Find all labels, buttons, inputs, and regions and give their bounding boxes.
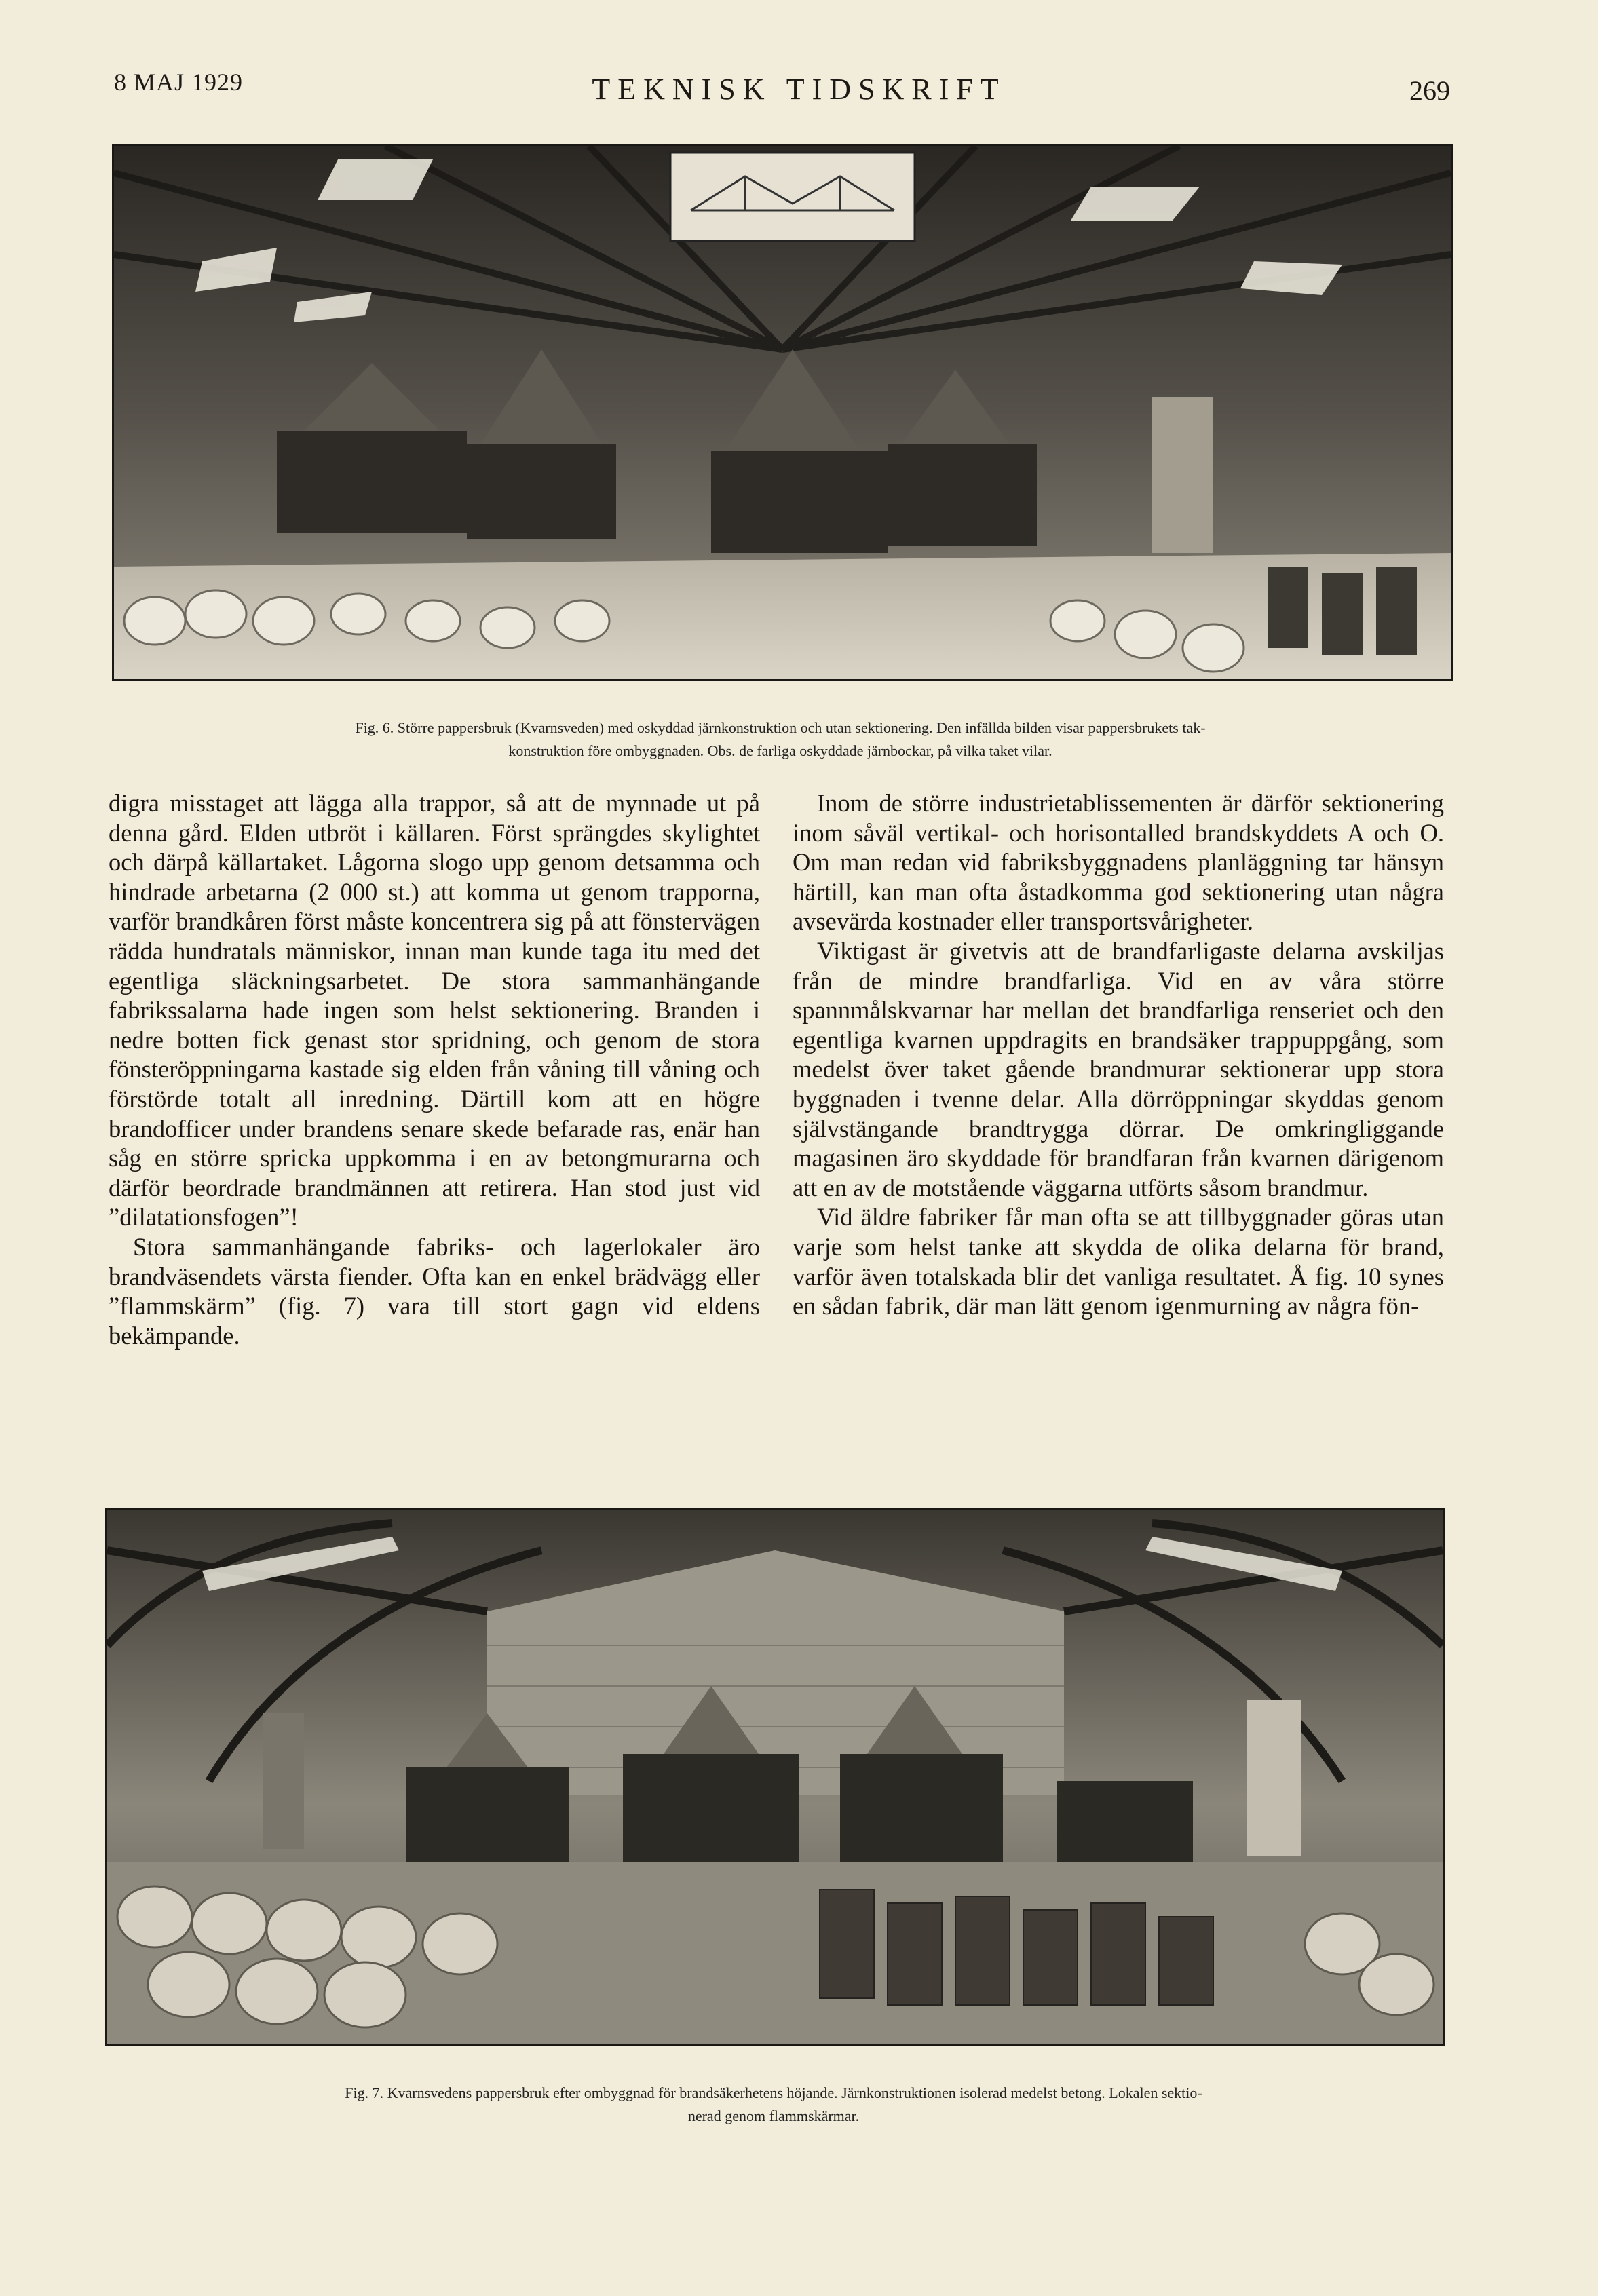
rebuilt-mill-hall-image (107, 1510, 1443, 2044)
issue-date: 8 MAJ 1929 (114, 69, 244, 96)
figure-7-photo (105, 1508, 1445, 2046)
figure-7-caption-line-1: Fig. 7. Kvarnsvedens pappersbruk efter ombyggnad för brandsäkerhetens höjande. Järnkonstruktionen isolerad medelst betong. Lokalen sektio- (345, 2084, 1202, 2101)
left-paragraph-2: Stora sammanhängande fabriks- och lagerlokaler äro brandväsendets värsta fiender. Ofta kan en enkel brädvägg eller ”flammskärm” (fig. 7) vara till stort gagn vid eldens bekämpande. (109, 1232, 760, 1350)
right-paragraph-2: Viktigast är givetvis att de brandfarligaste delarna avskiljas från de mindre brandfarliga. Vid en av våra större spannmålskvarnar har mellan det brandfarliga renseriet och den egentliga kvarnen uppdragits en brandsäker trappuppgång, som medelst över taket gående brandmurar sektionerar upp stora byggnaden i tvenne delar. Alla dörröppningar skyddas genom självstängande brandtrygga dörrar. De omkringliggande magasinen äro skyddade för brandfaran från kvarnen därigenom att en av de motstående väggarna utförts såsom brandmur. (793, 936, 1444, 1202)
figure-6-caption-line-2: konstruktion före ombyggnaden. Obs. de farliga oskyddade järnbockar, på vilka taket vilar. (508, 742, 1052, 759)
right-text-column (793, 788, 1444, 1321)
figure-7-caption (95, 2082, 1452, 2128)
left-paragraph-1: digra misstaget att lägga alla trappor, så att de mynnade ut på denna gård. Elden utbröt i källaren. Först sprängdes skylightet och därpå källartaket. Lågorna slogo upp genom detsamma och hindrade arbetarna (2 000 st.) att komma ut genom trapporna, varför brandkåren först måste koncentrera sig på att fönstervägen rädda hundratals människor, innan man kunde taga itu med det egentliga släckningsarbetet. De stora sammanhängande fabrikssalarna hade ingen som helst sektionering. Branden i nedre botten fick genast stor spridning, och genom de stora fönsteröppningarna kastade sig elden från våning till våning och förstörde totalt all inredning. Därtill kom att en högre brandofficer under brandens senare skede befarade ras, enär han såg en större spricka uppkomma i en av betongmurarna och därför beordrade brandmännen att retirera. Han stod just vid ”dilatationsfogen”! (109, 789, 760, 1231)
figure-6-caption-line-1: Fig. 6. Större pappersbruk (Kvarnsveden) med oskyddad järnkonstruktion och utan sektionering. Den infällda bilden visar pappersbrukets tak- (355, 719, 1206, 736)
figure-7-caption-line-2: nerad genom flammskärmar. (687, 2107, 860, 2124)
journal-title: TEKNISK TIDSKRIFT (592, 73, 1006, 106)
right-paragraph-1: Inom de större industrietablissementen är därför sektionering inom såväl vertikal- och horisontalled brandskyddets A och O. Om man redan vid fabriksbyggnadens planläggning tar hänsyn härtill, kan man ofta åstadkomma god sektionering utan några avsevärda kostnader eller transportsvårigheter. (793, 789, 1444, 936)
figure-6-photo (112, 144, 1453, 681)
mill-hall-interior-image (114, 146, 1451, 679)
right-paragraph-3: Vid äldre fabriker får man ofta se att tillbyggnader göras utan varje som helst tanke att skydda de olika delarna för brand, varför även totalskada blir det vanliga resultatet. Å fig. 10 synes en sådan fabrik, där man lätt genom igenmurning av några fön- (793, 1203, 1444, 1320)
left-text-column (109, 788, 760, 1350)
page-number: 269 (1409, 75, 1450, 106)
figure-6-caption (102, 716, 1459, 763)
